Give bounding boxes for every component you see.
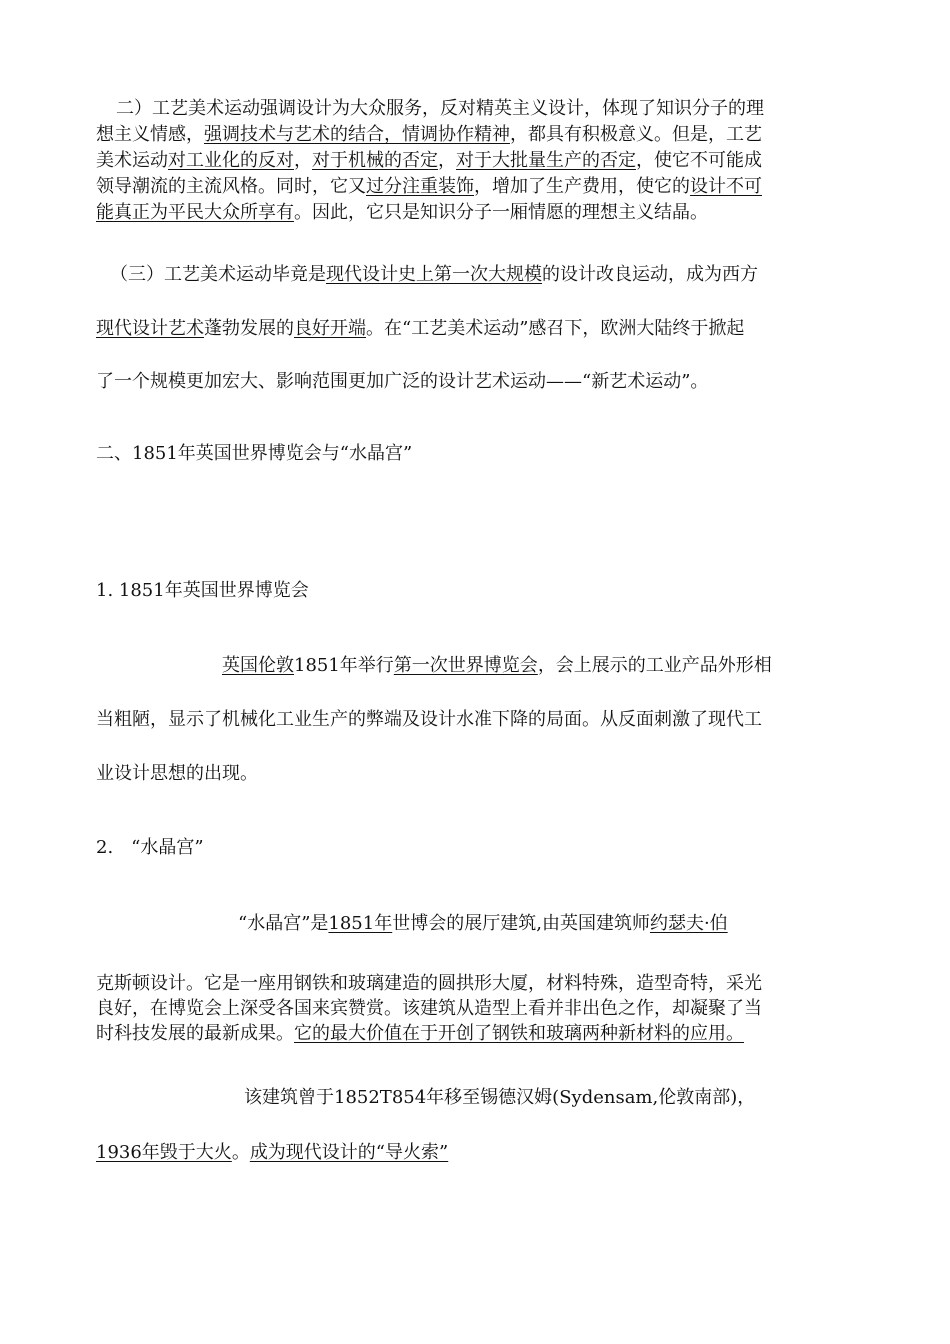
underlined-text: 对工业化的反对	[168, 150, 294, 171]
underlined-text: 1936年毁于大火	[96, 1142, 232, 1163]
subsection-1-line-3	[96, 761, 856, 787]
paragraph-1-line-2	[96, 122, 856, 148]
text: 1851年举行	[294, 655, 394, 676]
text: 。	[231, 1142, 250, 1163]
subsection-2-line-1	[238, 911, 950, 937]
text: 美术运动	[96, 150, 168, 171]
underlined-text: 过分注重装饰	[366, 176, 474, 197]
section-heading	[96, 441, 856, 467]
text: 领导潮流的主流风格。同时，它又	[96, 176, 366, 197]
paragraph-2-line-3	[96, 369, 856, 395]
underlined-text: 对于大批量生产的否定	[456, 150, 636, 171]
text: 业设计思想的出现。	[96, 763, 258, 784]
paragraph-2-line-2	[96, 316, 856, 342]
text: 当粗陋，显示了机械化工业生产的弊端及设计水准下降的局面。从反面刺激了现代工	[96, 709, 762, 730]
text: ，会上展示的工业产品外形相	[537, 655, 772, 676]
text: 的设计改良运动，成为西方	[542, 264, 758, 285]
text: ，	[294, 150, 312, 171]
paragraph-2-line-1	[110, 262, 870, 288]
underlined-text: 约瑟夫·伯	[649, 913, 728, 934]
subsection-2-line-6	[96, 1140, 856, 1166]
subsection-2-line-4	[96, 1021, 856, 1047]
paragraph-1-line-5	[96, 200, 856, 226]
subsection-2-line-2	[96, 971, 856, 997]
text: 。在“工艺美术运动”感召下，欧洲大陆终于掀起	[366, 318, 745, 339]
paragraph-1-line-4	[96, 174, 856, 200]
text: ，	[438, 150, 456, 171]
underlined-text: 1851年	[328, 913, 393, 934]
underlined-text: 英国伦敦	[222, 655, 294, 676]
subsection-1-line-2	[96, 707, 856, 733]
text: 想主义情感，	[96, 124, 204, 145]
underlined-text: 现代设计艺术	[96, 318, 204, 339]
text: 良好，在博览会上深受各国来宾赞赏。该建筑从造型上看并非出色之作，却凝聚了当	[96, 998, 762, 1019]
subsection-1-heading	[96, 578, 856, 604]
text: 世博会的展厅建筑,由英国建筑师	[392, 913, 650, 934]
text: 二、1851年英国世界博览会与“水晶宫”	[96, 443, 413, 464]
text: 时科技发展的最新成果。	[96, 1023, 294, 1044]
subsection-1-line-1	[222, 653, 950, 679]
underlined-text: 能真正为平民大众所享有	[96, 202, 294, 223]
underlined-text: 第一次世界博览会	[393, 655, 538, 676]
underlined-text: 良好开端	[294, 318, 366, 339]
text: 了一个规模更加宏大、影响范围更加广泛的设计艺术运动——“新艺术运动”。	[96, 371, 709, 392]
underlined-text: 成为现代设计的“导火索”	[249, 1142, 449, 1163]
text: 克斯顿设计。它是一座用钢铁和玻璃建造的圆拱形大厦，材料特殊，造型奇特，采光	[96, 973, 762, 994]
underlined-text: 设计不可	[690, 176, 762, 197]
subsection-2-line-5	[244, 1085, 950, 1111]
subsection-2-line-3	[96, 996, 856, 1022]
underlined-text: 强调技术与艺术的结合，情调协作精神	[204, 124, 510, 145]
text: 该建筑曾于1852T854年移至锡德汉姆(Sydensam,伦敦南部)，	[244, 1087, 756, 1108]
text: ，增加了生产费用，使它的	[474, 176, 690, 197]
underlined-text: 对于机械的否定	[312, 150, 438, 171]
text: （三）工艺美术运动毕竟是	[110, 264, 326, 285]
text: ，使它不可能成	[636, 150, 762, 171]
text: “水晶宫”是	[238, 913, 329, 934]
paragraph-1-line-1	[116, 96, 876, 122]
underlined-text: 现代设计史上第一次大规模	[326, 264, 542, 285]
text: 二）工艺美术运动强调设计为大众服务，反对精英主义设计，体现了知识分子的理	[116, 98, 764, 119]
underlined-text: 它的最大价值在于开创了钢铁和玻璃两种新材料的应用。	[294, 1023, 744, 1044]
paragraph-1-line-3	[96, 148, 856, 174]
text: 1. 1851年英国世界博览会	[96, 580, 309, 601]
text: 2. “水晶宫”	[96, 837, 204, 858]
text: 。因此，它只是知识分子一厢情愿的理想主义结晶。	[294, 202, 708, 223]
text: 蓬勃发展的	[204, 318, 294, 339]
subsection-2-heading	[96, 835, 856, 861]
text: ，都具有积极意义。但是，工艺	[510, 124, 762, 145]
